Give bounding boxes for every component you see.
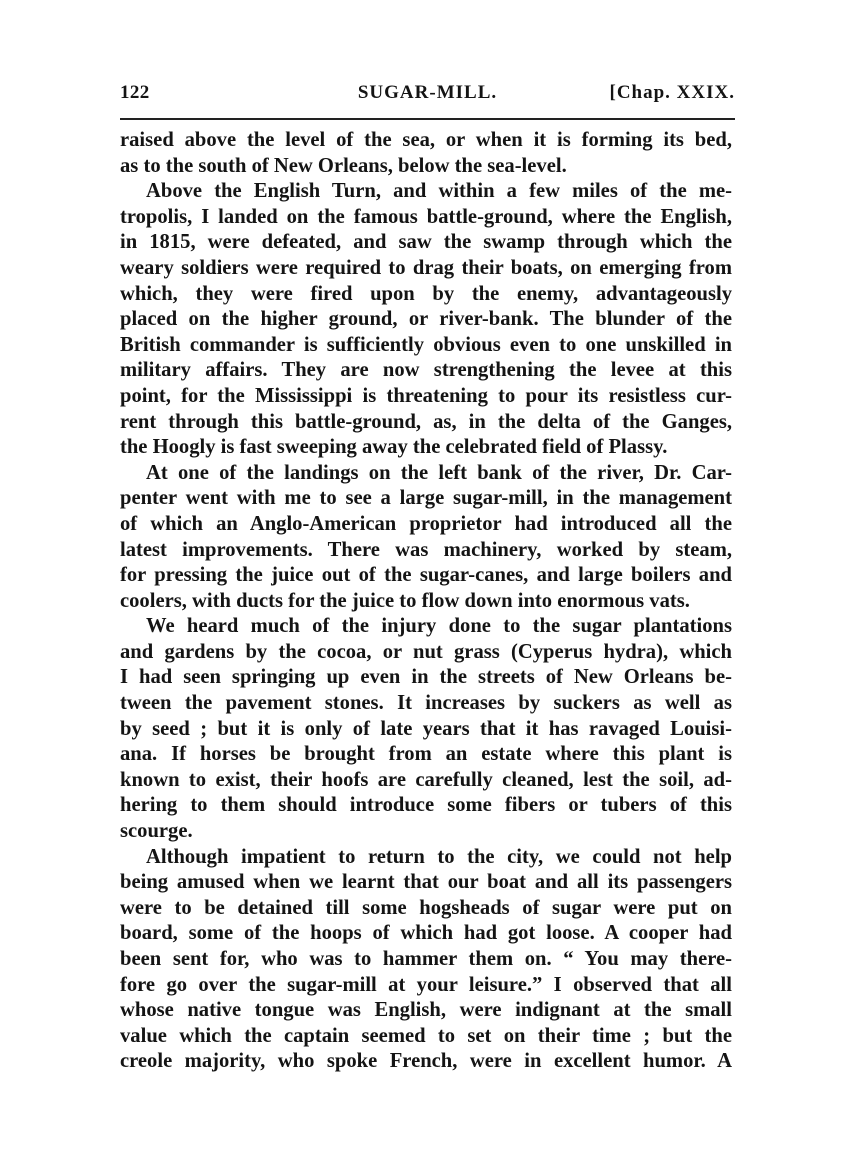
text-line: placed on the higher ground, or river-bank. The blunder of the	[120, 308, 732, 331]
text-line: Although impatient to return to the city, we could not help	[146, 845, 732, 868]
text-line: and gardens by the cocoa, or nut grass (Cyperus hydra), which	[120, 640, 732, 663]
text-line: British commander is sufficiently obvious even to one unskilled in	[120, 333, 732, 356]
text-line: as to the south of New Orleans, below the sea-level.	[120, 154, 567, 177]
text-line: latest improvements. There was machinery, worked by steam,	[120, 538, 732, 561]
text-line: Above the English Turn, and within a few miles of the me-	[146, 180, 732, 203]
text-line: penter went with me to see a large sugar-mill, in the management	[120, 487, 732, 510]
text-line: which, they were fired upon by the enemy, advantageously	[120, 282, 732, 305]
text-line: tropolis, I landed on the famous battle-ground, where the English,	[120, 205, 732, 228]
text-line: We heard much of the injury done to the sugar plantations	[146, 615, 732, 638]
text-line: in 1815, were defeated, and saw the swamp through which the	[120, 231, 732, 254]
text-line: point, for the Mississippi is threatening to pour its resistless cur-	[120, 384, 732, 407]
running-head	[120, 82, 735, 112]
text-line: creole majority, who spoke French, were in excellent humor. A	[120, 1050, 732, 1073]
text-line: rent through this battle-ground, as, in the delta of the Ganges,	[120, 410, 732, 433]
text-line: coolers, with ducts for the juice to flow down into enormous vats.	[120, 589, 690, 612]
text-line: being amused when we learnt that our boat and all its passengers	[120, 871, 732, 894]
text-line: tween the pavement stones. It increases by suckers as well as	[120, 692, 732, 715]
text-line: the Hoogly is fast sweeping away the celebrated field of Plassy.	[120, 436, 668, 459]
text-line: hering to them should introduce some fibers or tubers of this	[120, 794, 732, 817]
text-line: I had seen springing up even in the streets of New Orleans be-	[120, 666, 732, 689]
text-line: been sent for, who was to hammer them on. “ You may there-	[120, 948, 732, 970]
text-line: for pressing the juice out of the sugar-canes, and large boilers and	[120, 564, 732, 587]
body-text	[120, 128, 732, 1075]
text-line: whose native tongue was English, were indignant at the small	[120, 999, 732, 1022]
text-line: of which an Anglo-American proprietor had introduced all the	[120, 512, 732, 535]
text-line: weary soldiers were required to drag their boats, on emerging from	[120, 256, 732, 279]
page-number: 122	[120, 82, 150, 103]
header-rule	[120, 118, 735, 120]
text-line: ana. If horses be brought from an estate where this plant is	[120, 743, 732, 766]
text-line: board, some of the hoops of which had got loose. A cooper had	[120, 922, 732, 945]
text-line: known to exist, their hoofs are carefully cleaned, lest the soil, ad-	[120, 768, 732, 791]
running-title: SUGAR-MILL.	[357, 82, 498, 103]
text-line: raised above the level of the sea, or when it is forming its bed,	[120, 129, 732, 151]
chapter-reference: [Chap. XXIX.	[609, 82, 735, 103]
text-line: value which the captain seemed to set on their time ; but the	[120, 1024, 732, 1047]
text-line: were to be detained till some hogsheads of sugar were put on	[120, 896, 732, 919]
text-line: military affairs. They are now strengthening the levee at this	[120, 359, 732, 382]
text-line: by seed ; but it is only of late years that it has ravaged Louisi-	[120, 717, 732, 740]
text-line: scourge.	[120, 820, 193, 843]
text-line: fore go over the sugar-mill at your leisure.” I observed that all	[120, 973, 732, 996]
text-line: At one of the landings on the left bank of the river, Dr. Car-	[146, 461, 732, 484]
